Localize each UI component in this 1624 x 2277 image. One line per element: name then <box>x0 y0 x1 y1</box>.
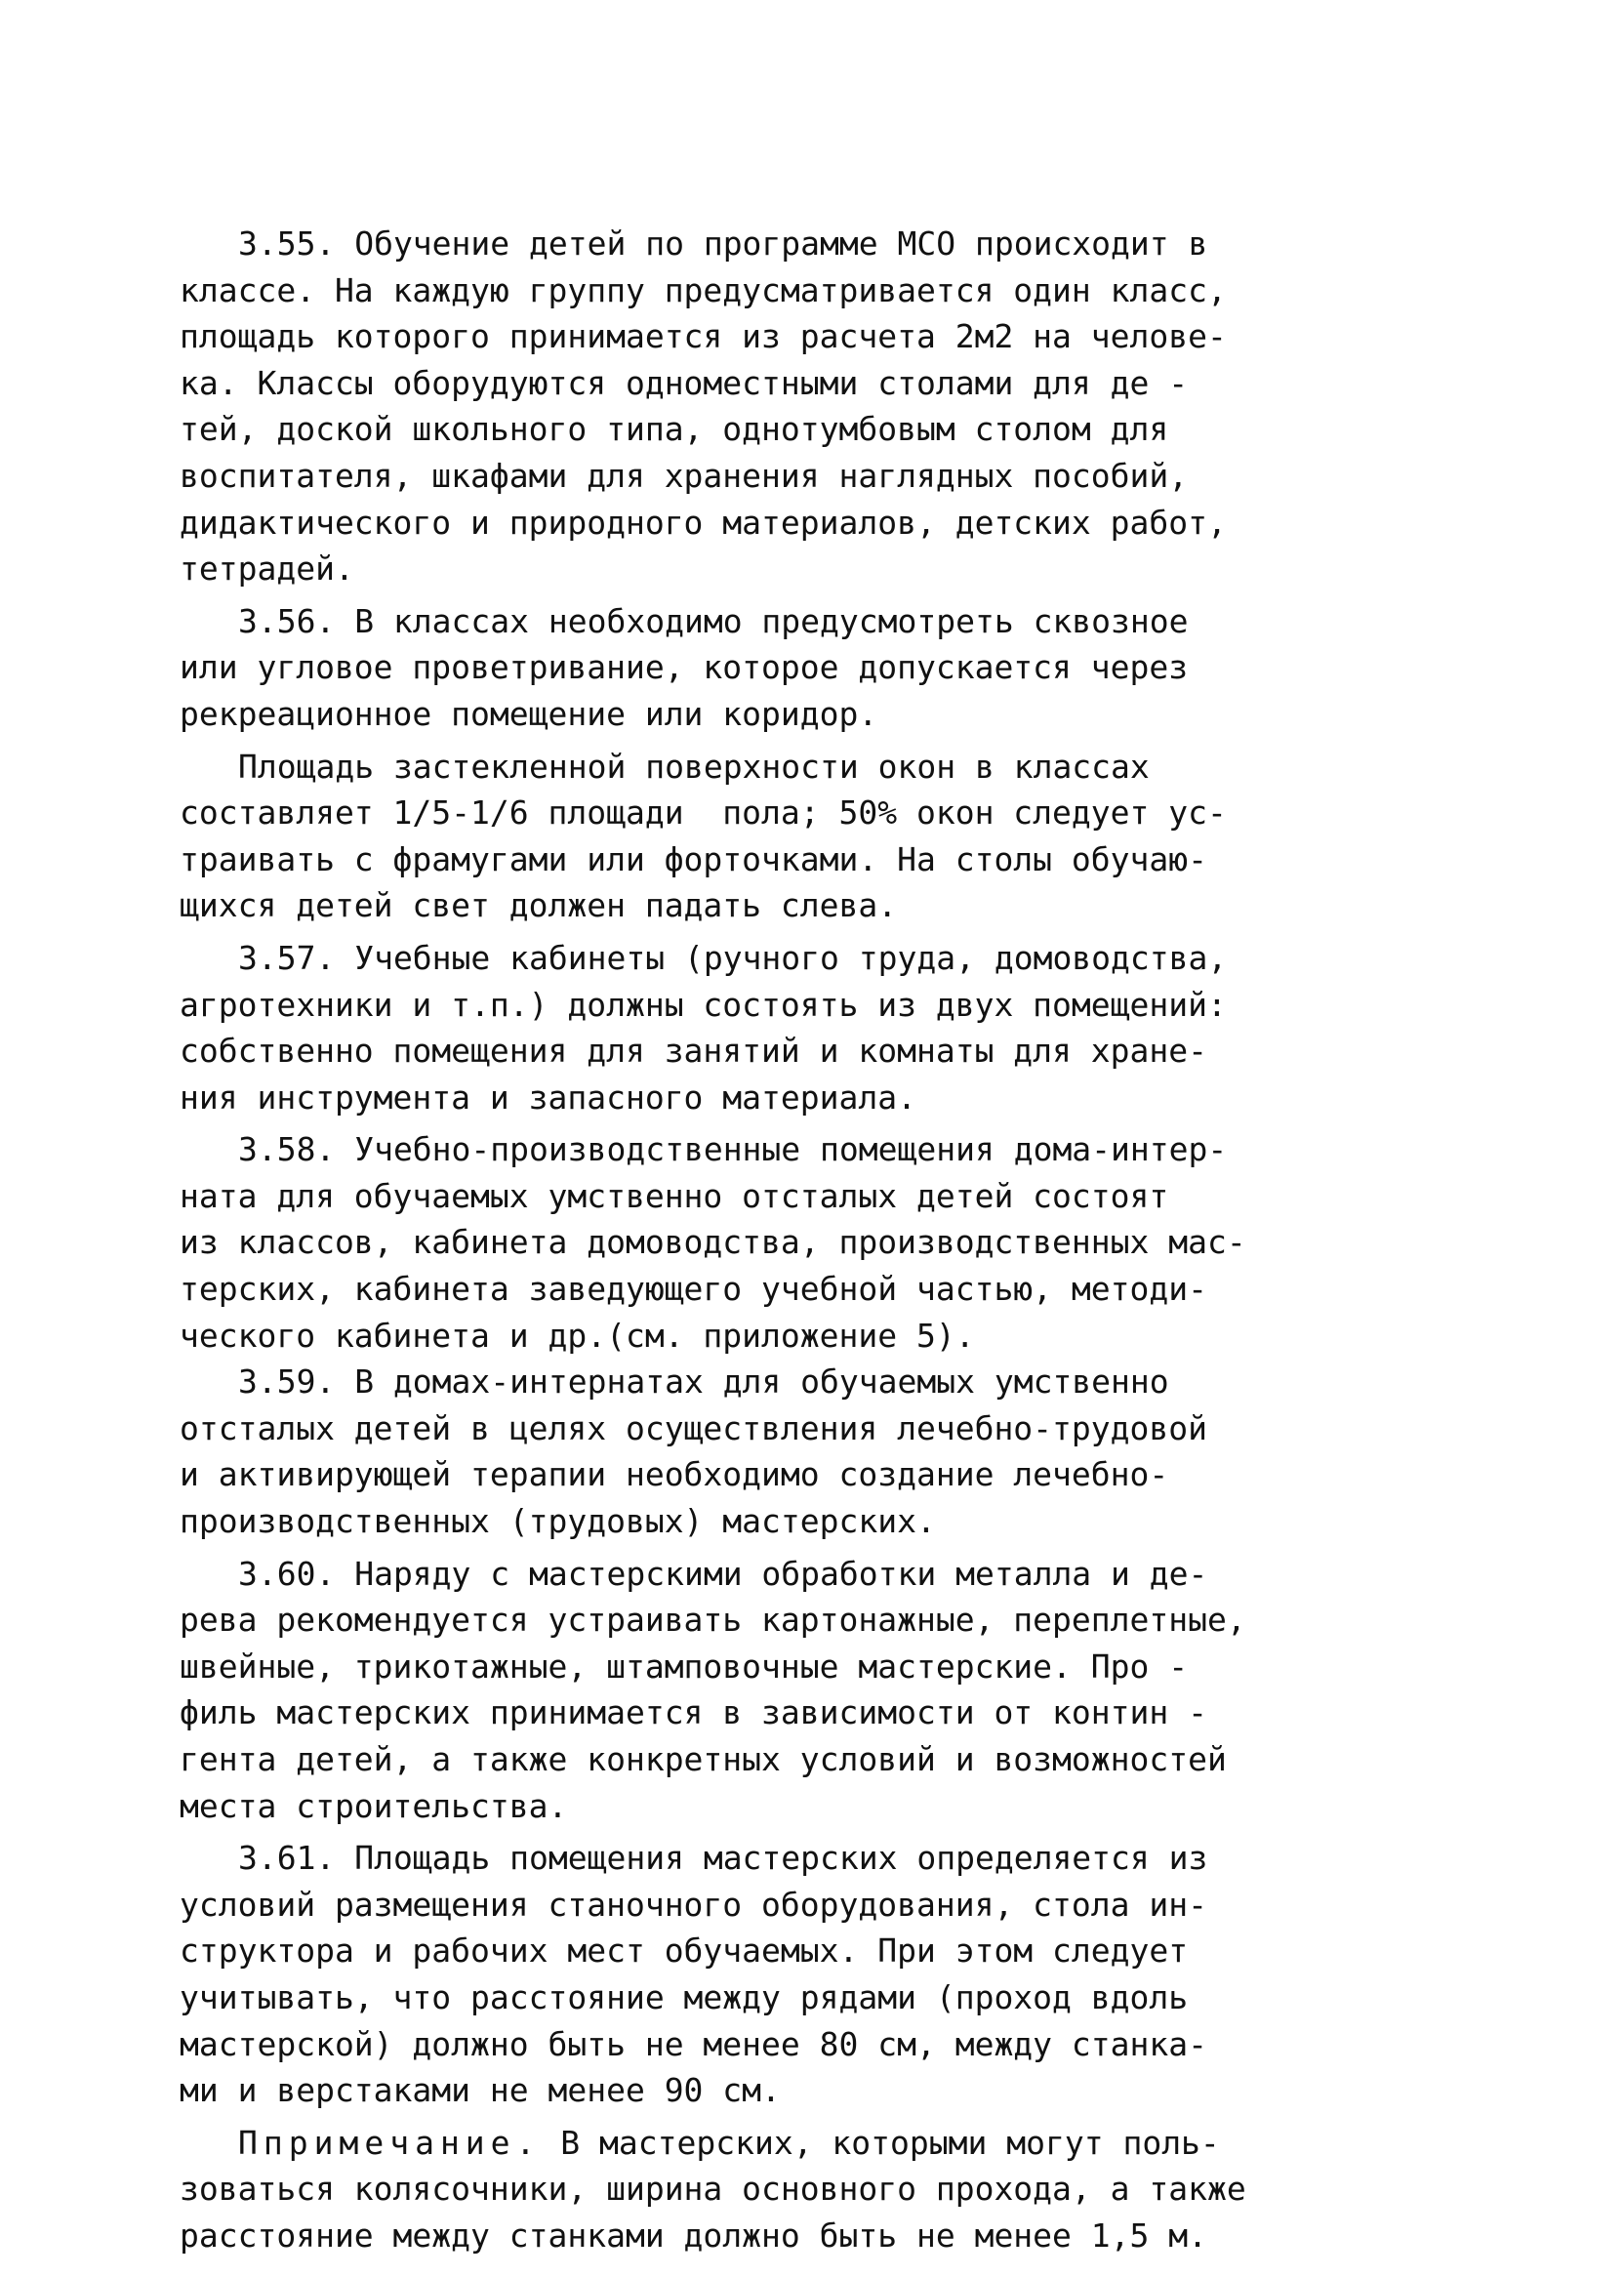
text-line: тетрадей. <box>180 549 354 589</box>
text-line: тей, доской школьного типа, однотумбовым столом для <box>180 410 1169 449</box>
paragraph-3-58 <box>180 1126 1351 1359</box>
text-line: классе. На каждую группу предусматривается один класс, <box>180 270 1227 309</box>
paragraph-3-56 <box>180 598 1351 738</box>
text-line: 3.56. В классах необходимо предусмотреть сквозное <box>238 601 1189 640</box>
text-line: и активирующей терапии необходимо создание лечебно- <box>180 1455 1169 1494</box>
text-line: агротехники и т.п.) должны состоять из двух помещений: <box>180 985 1227 1024</box>
text-line: рекреационное помещение или коридор. <box>180 694 878 733</box>
text-line: гента детей, а также конкретных условий и возможностей <box>180 1740 1227 1778</box>
text-line: из классов, кабинета домоводства, производственных мас- <box>180 1223 1246 1262</box>
text-line: или угловое проветривание, которое допускается через <box>180 648 1189 687</box>
text-line: 3.55. Обучение детей по программе МСО происходит в <box>238 224 1208 263</box>
paragraph-3-59 <box>180 1359 1351 1544</box>
paragraph-3-60 <box>180 1551 1351 1830</box>
text-line: траивать с фрамугами или форточками. На столы обучаю- <box>180 839 1207 878</box>
note-first-line <box>180 2120 1351 2167</box>
text-line: учитывать, что расстояние между рядами (проход вдоль <box>180 1977 1189 2016</box>
text-line: терских, кабинета заведующего учебной частью, методи- <box>180 1270 1207 1309</box>
note-paragraph <box>180 2120 1351 2259</box>
text-line: расстояние между станками должно быть не менее 1,5 м. <box>180 2216 1207 2255</box>
text-line: рева рекомендуется устраивать картонажные, переплетные, <box>180 1601 1246 1640</box>
text-line: 3.60. Наряду с мастерскими обработки металла и де- <box>238 1554 1208 1593</box>
paragraph-window-area <box>180 744 1351 929</box>
text-line: структора и рабочих мест обучаемых. При этом следует <box>180 1931 1189 1971</box>
text-line: отсталых детей в целях осуществления лечебно-трудовой <box>180 1408 1207 1447</box>
document-page <box>180 221 1351 2259</box>
text-line: площадь которого принимается из расчета 2м2 на челове- <box>180 317 1227 356</box>
text-line: швейные, трикотажные, штамповочные мастерские. Про - <box>180 1647 1189 1686</box>
text-line: ната для обучаемых умственно отсталых детей состоят <box>180 1176 1169 1215</box>
text-line: места строительства. <box>180 1786 568 1825</box>
paragraph-3-57 <box>180 935 1351 1120</box>
text-line: собственно помещения для занятий и комнаты для хране- <box>180 1032 1207 1071</box>
text-line: ческого кабинета и др.(см. приложение 5). <box>180 1316 975 1355</box>
text-line: производственных (трудовых) мастерских. <box>180 1502 936 1541</box>
text-line: зоваться колясочники, ширина основного прохода, а также <box>180 2170 1246 2209</box>
text-line: ния инструмента и запасного материала. <box>180 1078 916 1117</box>
text-line: В мастерских, которыми могут поль- <box>541 2123 1220 2162</box>
text-line: 3.61. Площадь помещения мастерских определяется из <box>238 1839 1208 1878</box>
paragraph-3-55 <box>180 221 1351 592</box>
paragraph-3-61 <box>180 1835 1351 2114</box>
text-line: щихся детей свет должен падать слева. <box>180 886 898 925</box>
text-line: дидактического и природного материалов, детских работ, <box>180 503 1227 542</box>
text-line: 3.58. Учебно-производственные помещения дома-интер- <box>238 1130 1228 1169</box>
text-line: Площадь застекленной поверхности окон в классах <box>238 747 1150 786</box>
text-line: 3.59. В домах-интернатах для обучаемых умственно <box>238 1362 1169 1402</box>
text-line: ка. Классы оборудуются одноместными столами для де - <box>180 363 1189 402</box>
text-line: филь мастерских принимается в зависимости от контин - <box>180 1693 1207 1732</box>
text-line: условий размещения станочного оборудования, стола ин- <box>180 1885 1207 1924</box>
note-label: Ппримечание. <box>238 2123 542 2162</box>
text-line: воспитателя, шкафами для хранения наглядных пособий, <box>180 456 1189 495</box>
text-line: мастерской) должно быть не менее 80 см, между станка- <box>180 2024 1207 2063</box>
text-line: составляет 1/5-1/6 площади пола; 50% окон следует ус- <box>180 793 1227 833</box>
text-line: 3.57. Учебные кабинеты (ручного труда, домоводства, <box>238 938 1228 977</box>
text-line: ми и верстаками не менее 90 см. <box>180 2071 781 2110</box>
